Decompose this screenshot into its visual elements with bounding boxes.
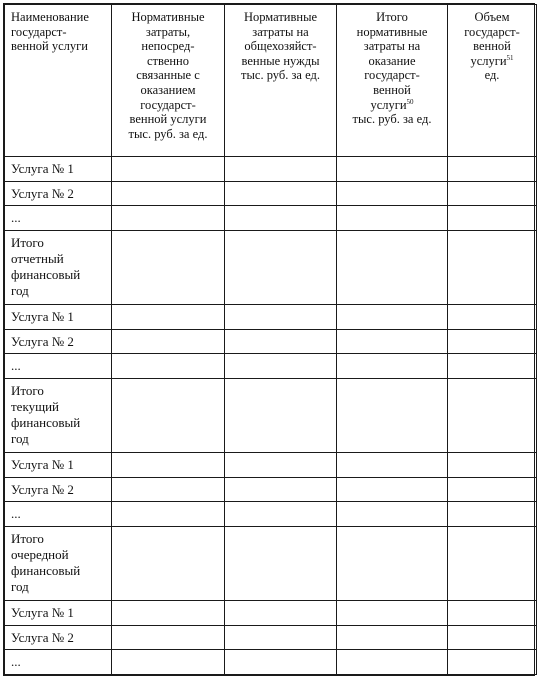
empty-value-cell [225,206,337,231]
header-text: тыс. руб. за ед. [128,126,208,141]
normative-costs-table [4,4,537,675]
header-text-line [451,25,533,40]
row-label: Итого [11,530,44,546]
header-text: тыс. руб. за ед. [241,68,320,83]
header-text-line [11,39,108,54]
header-text-line [228,68,333,83]
header-text: услуги [470,53,507,68]
row-label: отчетный [11,250,64,266]
empty-value-cell [337,625,448,650]
table-total-row [5,230,537,304]
header-text-line [11,10,108,25]
row-label-cell [5,625,112,650]
row-label: финансовый [11,266,81,282]
empty-value-cell [337,329,448,354]
empty-value-cell [112,157,225,182]
row-label-cell [5,600,112,625]
empty-value-cell [225,650,337,675]
table-row [5,477,537,502]
empty-value-cell [337,477,448,502]
header-text: связанные с [136,68,200,83]
footnote-marker: 51 [506,53,514,62]
row-label-cell [5,230,112,304]
table-row [5,650,537,675]
empty-value-cell [225,304,337,329]
header-text-line [115,83,221,98]
empty-value-cell [448,157,537,182]
header-text-line [451,10,533,25]
row-label: Услуга № 2 [11,629,74,645]
row-label: Услуга № 2 [11,481,74,497]
normative-costs-table-frame [3,3,535,676]
empty-value-cell [225,625,337,650]
header-text: государст- [140,97,196,112]
row-label: финансовый [11,414,81,430]
header-text: затраты на [363,39,421,54]
empty-value-cell [112,329,225,354]
header-text: венные нужды [241,53,320,68]
row-label-cell [5,477,112,502]
header-text: венной [473,39,511,54]
header-text-line [340,25,444,40]
row-label-cell [5,354,112,379]
header-text: общехозяйст- [244,39,317,54]
table-row [5,181,537,206]
empty-value-cell [337,304,448,329]
empty-value-cell [225,230,337,304]
empty-value-cell [112,502,225,527]
row-label: Услуга № 1 [11,456,74,472]
header-text: оказание [368,53,416,68]
empty-value-cell [448,329,537,354]
empty-value-cell [112,378,225,452]
header-text: венной услуги [129,112,207,127]
empty-value-cell [448,354,537,379]
header-text: Нормативные [131,10,205,24]
row-label: ... [11,506,21,522]
empty-value-cell [225,157,337,182]
row-label: текущий [11,398,60,414]
header-text: затраты на [252,24,309,39]
empty-value-cell [337,181,448,206]
header-text-line [451,39,533,54]
header-text-line [340,54,444,69]
empty-value-cell [337,600,448,625]
empty-value-cell [225,354,337,379]
row-label: Услуга № 2 [11,333,74,349]
header-general-costs [225,5,337,157]
row-label-cell [5,181,112,206]
header-text-line [451,68,533,83]
header-text-line [115,112,221,127]
empty-value-cell [448,625,537,650]
empty-value-cell [225,600,337,625]
empty-value-cell [337,230,448,304]
row-label: год [11,282,29,298]
header-text-line [340,112,444,127]
empty-value-cell [112,304,225,329]
header-text: венной услуги [11,39,88,54]
row-label-cell [5,378,112,452]
empty-value-cell [225,477,337,502]
header-text-line [340,68,444,83]
row-label-cell [5,526,112,600]
empty-value-cell [112,625,225,650]
row-label-cell [5,650,112,675]
header-text-line [115,10,221,25]
table-body [5,157,537,675]
empty-value-cell [448,600,537,625]
header-text-line [115,25,221,40]
empty-value-cell [448,502,537,527]
table-row [5,502,537,527]
table-row [5,452,537,477]
empty-value-cell [448,304,537,329]
header-text-line [340,83,444,98]
empty-value-cell [337,378,448,452]
header-text: государст- [11,24,67,39]
header-text: услуги [370,97,407,112]
empty-value-cell [448,378,537,452]
header-text-line [228,10,333,25]
empty-value-cell [112,477,225,502]
row-label-cell [5,452,112,477]
table-row [5,206,537,231]
empty-value-cell [448,477,537,502]
header-text: непосред- [141,39,195,54]
header-text: ед. [484,68,500,83]
row-label: год [11,578,29,594]
empty-value-cell [112,181,225,206]
header-text-line [11,25,108,40]
empty-value-cell [225,452,337,477]
table-row [5,600,537,625]
empty-value-cell [448,206,537,231]
table-row [5,625,537,650]
table-row [5,354,537,379]
empty-value-cell [112,526,225,600]
header-text-line [115,127,221,142]
header-text: венной [373,82,411,97]
empty-value-cell [225,378,337,452]
empty-value-cell [337,502,448,527]
empty-value-cell [225,526,337,600]
empty-value-cell [448,526,537,600]
empty-value-cell [448,650,537,675]
header-text: Объем [474,10,510,24]
row-label: Итого [11,234,44,250]
row-label-cell [5,157,112,182]
header-text-line [340,39,444,54]
row-label-cell [5,502,112,527]
row-label: ... [11,654,21,670]
empty-value-cell [225,329,337,354]
header-text: государст- [464,24,520,39]
empty-value-cell [337,452,448,477]
empty-value-cell [448,452,537,477]
row-label-cell [5,329,112,354]
header-text-line [451,54,533,69]
header-direct-costs [112,5,225,157]
header-text-line [340,98,444,113]
row-label: ... [11,358,21,374]
header-text-line [115,39,221,54]
empty-value-cell [448,230,537,304]
row-label: Итого [11,382,44,398]
row-label-cell [5,304,112,329]
empty-value-cell [112,452,225,477]
empty-value-cell [112,230,225,304]
empty-value-cell [112,600,225,625]
header-text: нормативные [356,24,428,39]
table-total-row [5,526,537,600]
row-label-cell [5,206,112,231]
header-text: затраты, [145,24,191,39]
empty-value-cell [112,206,225,231]
empty-value-cell [225,502,337,527]
header-text-line [228,54,333,69]
header-text-line [228,39,333,54]
header-text-line [340,10,444,25]
header-text-line [115,68,221,83]
footnote-marker: 50 [406,97,414,106]
row-label: Услуга № 1 [11,604,74,620]
row-label: ... [11,210,21,226]
row-label: Услуга № 1 [11,161,74,176]
empty-value-cell [225,181,337,206]
header-text-line [115,98,221,113]
row-label: очередной [11,546,69,562]
header-text: оказанием [140,82,196,97]
empty-value-cell [448,181,537,206]
header-text-line [115,54,221,69]
empty-value-cell [337,650,448,675]
row-label: Услуга № 2 [11,185,74,201]
table-row [5,329,537,354]
header-total-costs [337,5,448,157]
table-header-row [5,5,537,157]
table-row [5,304,537,329]
header-text-line [228,25,333,40]
row-label: финансовый [11,562,81,578]
header-text: Наименование [11,10,89,24]
header-service-volume [448,5,537,157]
header-service-name [5,5,112,157]
empty-value-cell [337,206,448,231]
table-row [5,157,537,182]
empty-value-cell [337,526,448,600]
empty-value-cell [112,650,225,675]
empty-value-cell [337,157,448,182]
header-text: государст- [364,68,420,83]
empty-value-cell [337,354,448,379]
header-text: Нормативные [243,10,318,24]
header-text: Итого [376,10,408,24]
table-total-row [5,378,537,452]
header-text: тыс. руб. за ед. [352,112,432,127]
row-label: год [11,430,29,446]
row-label: Услуга № 1 [11,308,74,324]
empty-value-cell [112,354,225,379]
header-text: ственно [146,53,190,68]
